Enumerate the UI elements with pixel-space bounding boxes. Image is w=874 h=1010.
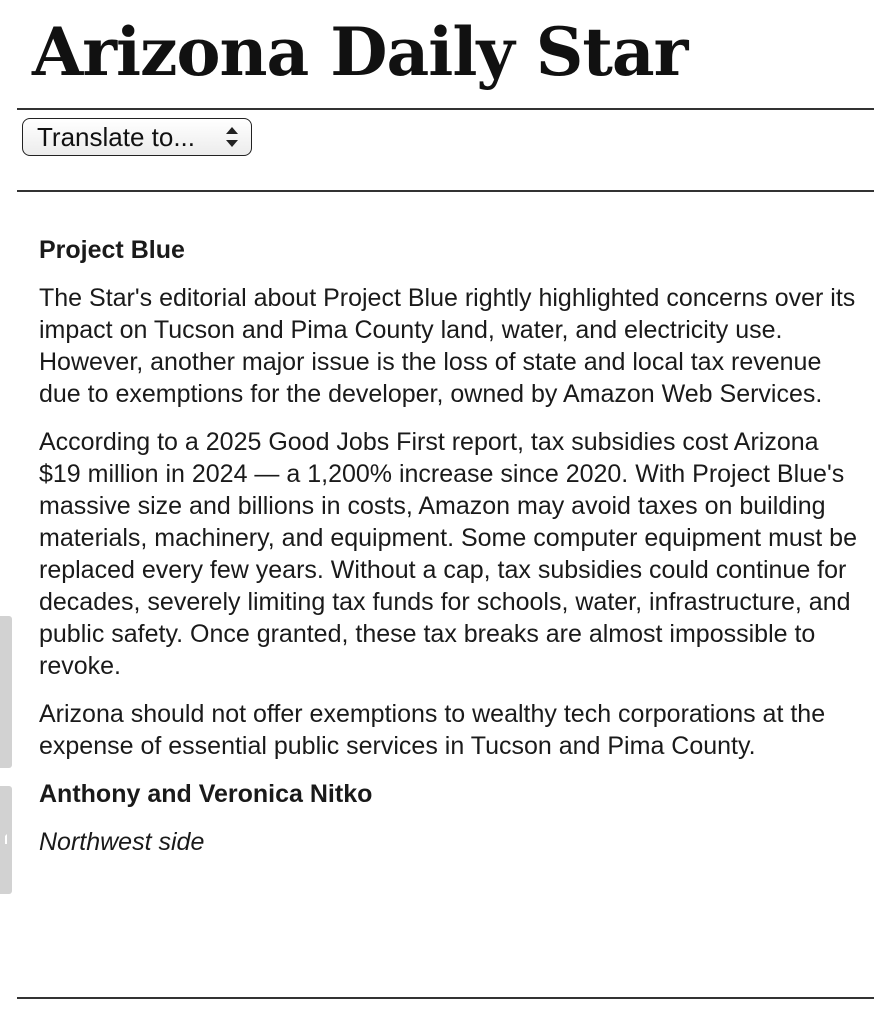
article-author: Anthony and Veronica Nitko (39, 780, 373, 808)
footer-divider (17, 997, 874, 999)
article-paragraph: According to a 2025 Good Jobs First report, tax subsidies cost Arizona $19 million in 2024 — a 1,200% increase since 2020. With Project Blue's massive size and billions in costs, Amazon may avoid taxes on building materials, machinery, and equipment. Some computer equipment must be replaced every few years. Without a cap, tax subsidies could continue for decades, severely limiting tax funds for schools, water, infrastructure, and public safety. Once granted, these tax breaks are almost impossible to revoke. (39, 428, 857, 680)
article-title: Project Blue (39, 236, 185, 264)
toolbar-divider (17, 190, 874, 192)
header-divider (17, 108, 874, 110)
letter-article (39, 226, 859, 874)
article-paragraph: The Star's editorial about Project Blue rightly highlighted concerns over its impact on Tucson and Pima County land, water, and electricity use. However, another major issue is the loss of state and local tax revenue due to exemptions for the developer, owned by Amazon Web Services. (39, 284, 856, 408)
side-scroll-tab[interactable] (0, 616, 12, 768)
translate-select[interactable] (22, 118, 252, 156)
side-scroll-tab[interactable] (0, 786, 12, 894)
masthead-logo: Arizona Daily Star (32, 13, 688, 91)
article-location: Northwest side (39, 828, 205, 856)
select-arrows-icon (221, 122, 243, 152)
article-paragraph: Arizona should not offer exemptions to wealthy tech corporations at the expense of essential public services in Tucson and Pima County. (39, 700, 826, 760)
translate-select-label: Translate to... (37, 121, 195, 152)
